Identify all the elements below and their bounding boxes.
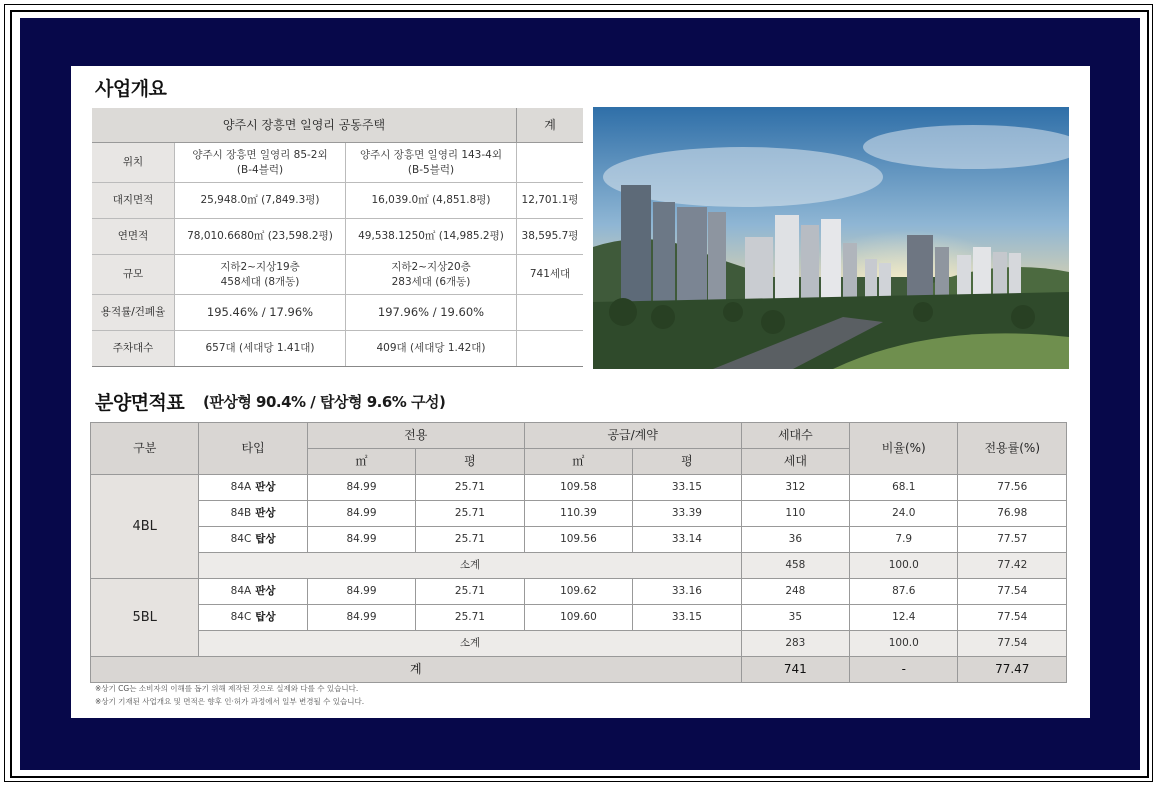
header-type: 타입 (199, 423, 307, 475)
sp-py-cell: 33.39 (633, 501, 741, 527)
type-badge: 탑상 (255, 611, 276, 624)
apartment-rendering-image (593, 107, 1069, 369)
block-label: 5BL (91, 579, 199, 657)
subtotal-households: 458 (741, 553, 849, 579)
table-row (91, 501, 1067, 527)
total-label: 계 (91, 657, 742, 683)
overview-cell (517, 331, 584, 367)
header-sp-pyeong: 평 (633, 449, 741, 475)
ex-py-cell: 25.71 (416, 475, 524, 501)
households-cell: 36 (741, 527, 849, 553)
area-table (90, 422, 1067, 683)
sp-m2-cell: 109.60 (524, 605, 633, 631)
table-row (91, 579, 1067, 605)
households-cell: 312 (741, 475, 849, 501)
overview-title: 사업개요 (95, 78, 167, 100)
header-sp-m2: ㎡ (524, 449, 633, 475)
type-cell (199, 579, 307, 605)
overview-cell (517, 295, 584, 331)
header-gubun: 구분 (91, 423, 199, 475)
overview-row (92, 143, 583, 183)
sp-py-cell: 33.15 (633, 475, 741, 501)
type-cell (199, 475, 307, 501)
ratio-cell: 7.9 (850, 527, 958, 553)
table-row (91, 605, 1067, 631)
overview-row-label: 연면적 (92, 219, 175, 255)
header-ex-pyeong: 평 (416, 449, 524, 475)
sp-m2-cell: 109.62 (524, 579, 633, 605)
sp-m2-cell: 109.58 (524, 475, 633, 501)
header-exclusive-rate: 전용률(%) (958, 423, 1067, 475)
total-row (91, 657, 1067, 683)
overview-cell: 78,010.6680㎡ (23,598.2평) (175, 219, 346, 255)
overview-row (92, 295, 583, 331)
overview-table (92, 108, 583, 367)
sp-m2-cell: 110.39 (524, 501, 633, 527)
header-ratio: 비율(%) (850, 423, 958, 475)
ex-py-cell: 25.71 (416, 579, 524, 605)
type-name: 84B (230, 507, 252, 520)
total-rate: 77.47 (958, 657, 1067, 683)
overview-cell: 지하2~지상20층 283세대 (6개동) (346, 255, 517, 295)
overview-cell: 409대 (세대당 1.42대) (346, 331, 517, 367)
subtotal-rate: 77.42 (958, 553, 1067, 579)
overview-cell: 197.96% / 19.60% (346, 295, 517, 331)
households-cell: 110 (741, 501, 849, 527)
type-badge: 탑상 (255, 533, 276, 546)
overview-row-label: 위치 (92, 143, 175, 183)
type-badge: 판상 (255, 507, 276, 520)
type-cell (199, 527, 307, 553)
type-badge: 판상 (255, 481, 276, 494)
sp-py-cell: 33.14 (633, 527, 741, 553)
overview-row-label: 대지면적 (92, 183, 175, 219)
overview-cell: 양주시 장흥면 일영리 143-4외 (B-5블럭) (346, 143, 517, 183)
area-table-subtitle: (판상형 90.4% / 탑상형 9.6% 구성) (203, 393, 446, 411)
overview-row-label: 용적률/건폐율 (92, 295, 175, 331)
overview-row-label: 주차대수 (92, 331, 175, 367)
overview-cell: 49,538.1250㎡ (14,985.2평) (346, 219, 517, 255)
subtotal-label: 소계 (199, 553, 741, 579)
subtotal-ratio: 100.0 (850, 631, 958, 657)
table-row (91, 475, 1067, 501)
table-row (91, 527, 1067, 553)
header-ex-m2: ㎡ (307, 449, 415, 475)
sp-py-cell: 33.16 (633, 579, 741, 605)
overview-cell: 657대 (세대당 1.41대) (175, 331, 346, 367)
sp-py-cell: 33.15 (633, 605, 741, 631)
type-badge: 판상 (255, 585, 276, 598)
ex-py-cell: 25.71 (416, 501, 524, 527)
type-name: 84A (230, 585, 252, 598)
type-name: 84C (230, 611, 252, 624)
overview-cell: 16,039.0㎡ (4,851.8평) (346, 183, 517, 219)
overview-cell: 25,948.0㎡ (7,849.3평) (175, 183, 346, 219)
overview-row (92, 255, 583, 295)
ex-m2-cell: 84.99 (307, 501, 415, 527)
overview-header-site: 양주시 장흥면 일영리 공동주택 (92, 108, 517, 143)
overview-cell: 741세대 (517, 255, 584, 295)
total-households: 741 (741, 657, 849, 683)
type-cell (199, 605, 307, 631)
households-cell: 35 (741, 605, 849, 631)
total-ratio: - (850, 657, 958, 683)
subtotal-ratio: 100.0 (850, 553, 958, 579)
rate-cell: 76.98 (958, 501, 1067, 527)
header-unit: 세대 (741, 449, 849, 475)
block-label: 4BL (91, 475, 199, 579)
ratio-cell: 87.6 (850, 579, 958, 605)
header-households: 세대수 (741, 423, 849, 449)
ratio-cell: 68.1 (850, 475, 958, 501)
rate-cell: 77.56 (958, 475, 1067, 501)
sp-m2-cell: 109.56 (524, 527, 633, 553)
document-sheet (71, 66, 1090, 718)
overview-cell: 38,595.7평 (517, 219, 584, 255)
rate-cell: 77.57 (958, 527, 1067, 553)
header-supply: 공급/계약 (524, 423, 741, 449)
overview-cell: 양주시 장흥면 일영리 85-2외 (B-4블럭) (175, 143, 346, 183)
rate-cell: 77.54 (958, 579, 1067, 605)
rate-cell: 77.54 (958, 605, 1067, 631)
subtotal-label: 소계 (199, 631, 741, 657)
households-cell: 248 (741, 579, 849, 605)
overview-cell: 195.46% / 17.96% (175, 295, 346, 331)
ex-m2-cell: 84.99 (307, 579, 415, 605)
subtotal-row (91, 631, 1067, 657)
ex-py-cell: 25.71 (416, 527, 524, 553)
ratio-cell: 24.0 (850, 501, 958, 527)
type-cell (199, 501, 307, 527)
overview-row-label: 규모 (92, 255, 175, 295)
ratio-cell: 12.4 (850, 605, 958, 631)
ex-m2-cell: 84.99 (307, 475, 415, 501)
subtotal-row (91, 553, 1067, 579)
overview-cell: 지하2~지상19층 458세대 (8개동) (175, 255, 346, 295)
type-name: 84C (230, 533, 252, 546)
ex-py-cell: 25.71 (416, 605, 524, 631)
overview-row (92, 183, 583, 219)
subtotal-households: 283 (741, 631, 849, 657)
footnote: ※상기 기재된 사업개요 및 면적은 향후 인·허가 과정에서 일부 변경될 수 있습니다. (95, 697, 365, 706)
ex-m2-cell: 84.99 (307, 605, 415, 631)
ex-m2-cell: 84.99 (307, 527, 415, 553)
subtotal-rate: 77.54 (958, 631, 1067, 657)
footnote: ※상기 CG는 소비자의 이해를 돕기 위해 제작된 것으로 실제와 다를 수 있습니다. (95, 684, 359, 693)
header-exclusive: 전용 (307, 423, 524, 449)
overview-header-total: 계 (517, 108, 584, 143)
type-name: 84A (230, 481, 252, 494)
overview-cell (517, 143, 584, 183)
area-table-title: 분양면적표 (95, 392, 185, 414)
overview-row (92, 219, 583, 255)
overview-row (92, 331, 583, 367)
overview-cell: 12,701.1평 (517, 183, 584, 219)
